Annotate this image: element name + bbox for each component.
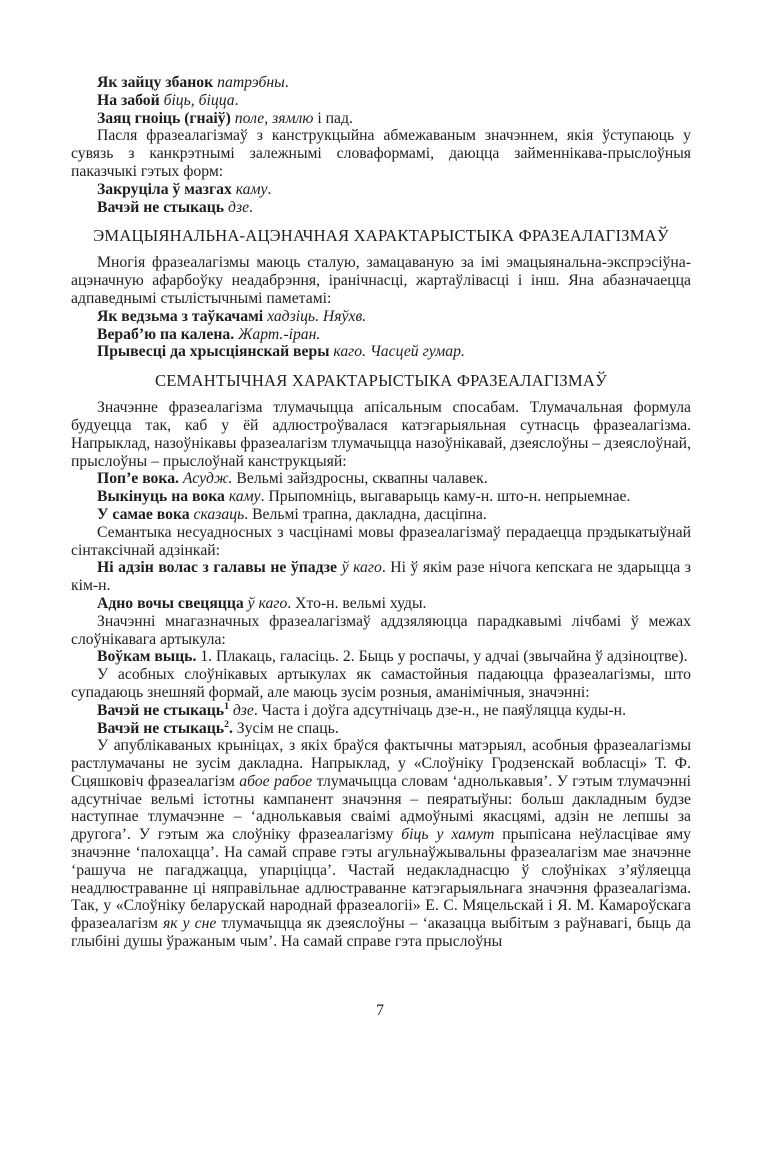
text-run: дзе	[228, 198, 250, 216]
page-number: 7	[376, 1002, 384, 1019]
text-run: Значэнні мнагазначных фразеалагізмаў аддзяляюцца парадкавымі лічбамі ў межах слоўнікавага артыкула:	[71, 612, 691, 648]
dictionary-entry	[71, 343, 691, 361]
page-content	[71, 74, 691, 951]
superscript-index: 2	[224, 718, 229, 730]
text-run: Вераб’ю па калена.	[97, 325, 239, 343]
text-run: Многія фразеалагізмы маюць сталую, замацаваную за імі эмацыянальна-экспрэсіўна-ацэначную афарбоўку неадабрэння, іранічнасці, жартаўлівасці і інш. Яна абазначаецца адпаведнымі стылістычнымі паметамі:	[71, 254, 691, 307]
paragraph	[71, 666, 691, 702]
text-run: Поп’е вока.	[97, 470, 183, 488]
text-run: ў каго	[341, 559, 382, 577]
text-run: . Хто-н. вельмі худы.	[287, 594, 427, 612]
text-run: ЭМАЦЫЯНАЛЬНА-АЦЭНАЧНАЯ ХАРАКТАРЫСТЫКА ФРАЗЕАЛАГІЗМАЎ	[93, 226, 669, 246]
text-run: тлумачыцца словам ‘аднолькавыя’. У гэтым тлумачэнні адсутнічае вельмі істотны кампанент значэння – пеяратыўны: больш дакладным будзе наступнае тлумачэнне – ‘аднолькавыя сваімі адмоўнымі якасцямі, адзін не лепшы за другога’. У гэтым жа слоўніку фразеалагізму	[71, 772, 691, 844]
dictionary-entry	[71, 470, 691, 488]
paragraph	[71, 399, 691, 470]
dictionary-entry	[71, 506, 691, 524]
dictionary-entry	[71, 702, 691, 720]
text-run: Семантыка несуадносных з часцінамі мовы фразеалагізмаў перадаецца прэдыкатыўнай сінтаксічнай адзінкай:	[71, 523, 691, 559]
text-run: Адно вочы свецяцца	[97, 594, 248, 612]
text-run: .	[234, 91, 239, 109]
paragraph	[71, 737, 691, 951]
dictionary-entry	[71, 181, 691, 199]
text-run: Вачэй не стыкаць	[97, 719, 225, 737]
text-run: біць у хамут	[401, 826, 495, 844]
text-run: .	[284, 74, 289, 91]
dictionary-entry	[71, 326, 691, 344]
text-run: прыпісана неўласцівае яму значэнне ‘палохацца’. На самай справе гэты агульнаўжывальны фразеалагізм мае значэнне ‘рашуча не пагаджацца, упарціцца’. Частай недакладнасцю ў слоўніках з’яўляецца неадлюстраванне ці няправільнае адлюстраванне катэгарыяльнага значэння фразеалагізма. Так, у «Слоўніку беларускай народнай фразеалогіі» Е. С. Мяцельскай і Я. М. Камароўскага фразеалагізм	[71, 826, 691, 933]
text-run: Як ведзьма з таўкачамі	[97, 307, 268, 325]
text-run: і пад.	[313, 109, 353, 127]
text-run: Ні адзін волас з галавы не ўпадзе	[97, 559, 342, 577]
text-run: Заяц гноіць (гнаіў)	[97, 109, 235, 127]
text-run: У апублікаваных крыніцах, з якіх браўся фактычны матэрыял, асобныя фразеалагізмы растлумачаны не зусім дакладна. Напрыклад, у «Слоўніку Гродзенскай вобласці» Т. Ф. Сцяшковіч фразеалагізм	[71, 737, 691, 790]
dictionary-entry	[71, 720, 691, 738]
section-heading	[71, 226, 691, 245]
text-run: Воўкам выць.	[97, 648, 201, 666]
text-run: Як зайцу збанок	[97, 74, 218, 91]
text-run: Зусім не спаць.	[232, 719, 339, 737]
text-run: Прывесці да хрысціянскай веры	[97, 343, 334, 361]
text-run: Вачэй не стыкаць	[97, 701, 225, 719]
text-run: Вельмі зайздросны, сквапны чалавек.	[232, 470, 488, 488]
text-run: ў каго	[247, 594, 288, 612]
text-run: 1. Плакаць, галасіць. 2. Быць у роспачы, у адчаі (звычайна ў адзіноцтве).	[200, 648, 688, 666]
text-run: .	[228, 719, 233, 737]
text-run: біць, біцца	[163, 91, 235, 109]
text-run: Закруціла ў мазгах	[97, 180, 236, 198]
superscript-index: 1	[224, 700, 229, 712]
text-run: патрэбны	[217, 74, 285, 91]
text-run: Асудж.	[182, 470, 233, 488]
text-run: каму	[235, 180, 268, 198]
section-heading	[71, 371, 691, 390]
dictionary-entry	[71, 74, 691, 92]
text-run: каго. Часцей гумар.	[333, 343, 465, 361]
text-run: як у сне	[162, 915, 217, 933]
text-run: . Прыпомніць, выгаварыць каму-н. што-н. непрыемнае.	[260, 488, 631, 506]
text-run: .	[267, 180, 272, 198]
dictionary-entry	[71, 488, 691, 506]
dictionary-entry	[71, 559, 691, 595]
text-run: . Часта і доўга адсутнічаць дзе-н., не паяўляцца куды-н.	[253, 701, 627, 719]
dictionary-entry	[71, 92, 691, 110]
text-run: сказаць	[193, 505, 245, 523]
text-run: .	[249, 198, 253, 216]
text-run: хадзіць. Няўхв.	[267, 307, 367, 325]
text-run: У самае вока	[97, 505, 194, 523]
text-run: каму	[228, 488, 261, 506]
text-run: Вачэй не стыкаць	[97, 198, 229, 216]
paragraph	[71, 524, 691, 560]
dictionary-entry	[71, 648, 691, 666]
text-run: СЕМАНТЫЧНАЯ ХАРАКТАРЫСТЫКА ФРАЗЕАЛАГІЗМАЎ	[154, 371, 608, 391]
paragraph	[71, 613, 691, 649]
dictionary-entry	[71, 308, 691, 326]
dictionary-entry	[71, 199, 691, 217]
text-run: . Ні ў якім разе нічога кепскага не здарыцца з кім-н.	[71, 559, 691, 595]
text-run: абое рабое	[239, 772, 313, 790]
text-run: тлумачыцца як дзеяслоўны – ‘аказацца выбітым з раўнавагі, быць да глыбіні душы ўражаным чым’. На самай справе гэта прыслоўны	[71, 915, 691, 951]
text-run: . Вельмі трапна, дакладна, дасціпна.	[244, 505, 487, 523]
text-run: Пасля фразеалагізмаў з канструкцыйна абмежаваным значэннем, якія ўступаюць у сувязь з канкрэтнымі залежнымі словаформамі, даюцца займеннікава-прыслоўныя паказчыкі гэтых форм:	[71, 127, 691, 180]
paragraph	[71, 127, 691, 180]
text-run: Выкінуць на вока	[97, 488, 229, 506]
text-run: Жарт.-іран.	[238, 325, 321, 343]
text-run: У асобных слоўнікавых артыкулах як самастойныя падаюцца фразеалагізмы, што супадаюць знешняй формай, але маюць зусім розныя, аманімічныя, значэнні:	[71, 666, 691, 701]
dictionary-entry	[71, 110, 691, 128]
text-run: поле, зямлю	[234, 109, 314, 127]
text-run: На забой	[97, 91, 164, 109]
dictionary-entry	[71, 595, 691, 613]
text-run: Значэнне фразеалагізма тлумачыцца апісальным спосабам. Тлумачальная формула будуецца так, каб у ёй адлюстроўвалася катэгарыяльная сутнасць фразеалагізма. Напрыклад, назоўнікавы фразеалагізм тлумачыцца назоўнікавай, дзеяслоўны – дзеяслоўнай, прыслоўны – прыслоўнай канструкцыяй:	[71, 399, 691, 470]
text-run: дзе	[228, 701, 254, 719]
paragraph	[71, 254, 691, 307]
